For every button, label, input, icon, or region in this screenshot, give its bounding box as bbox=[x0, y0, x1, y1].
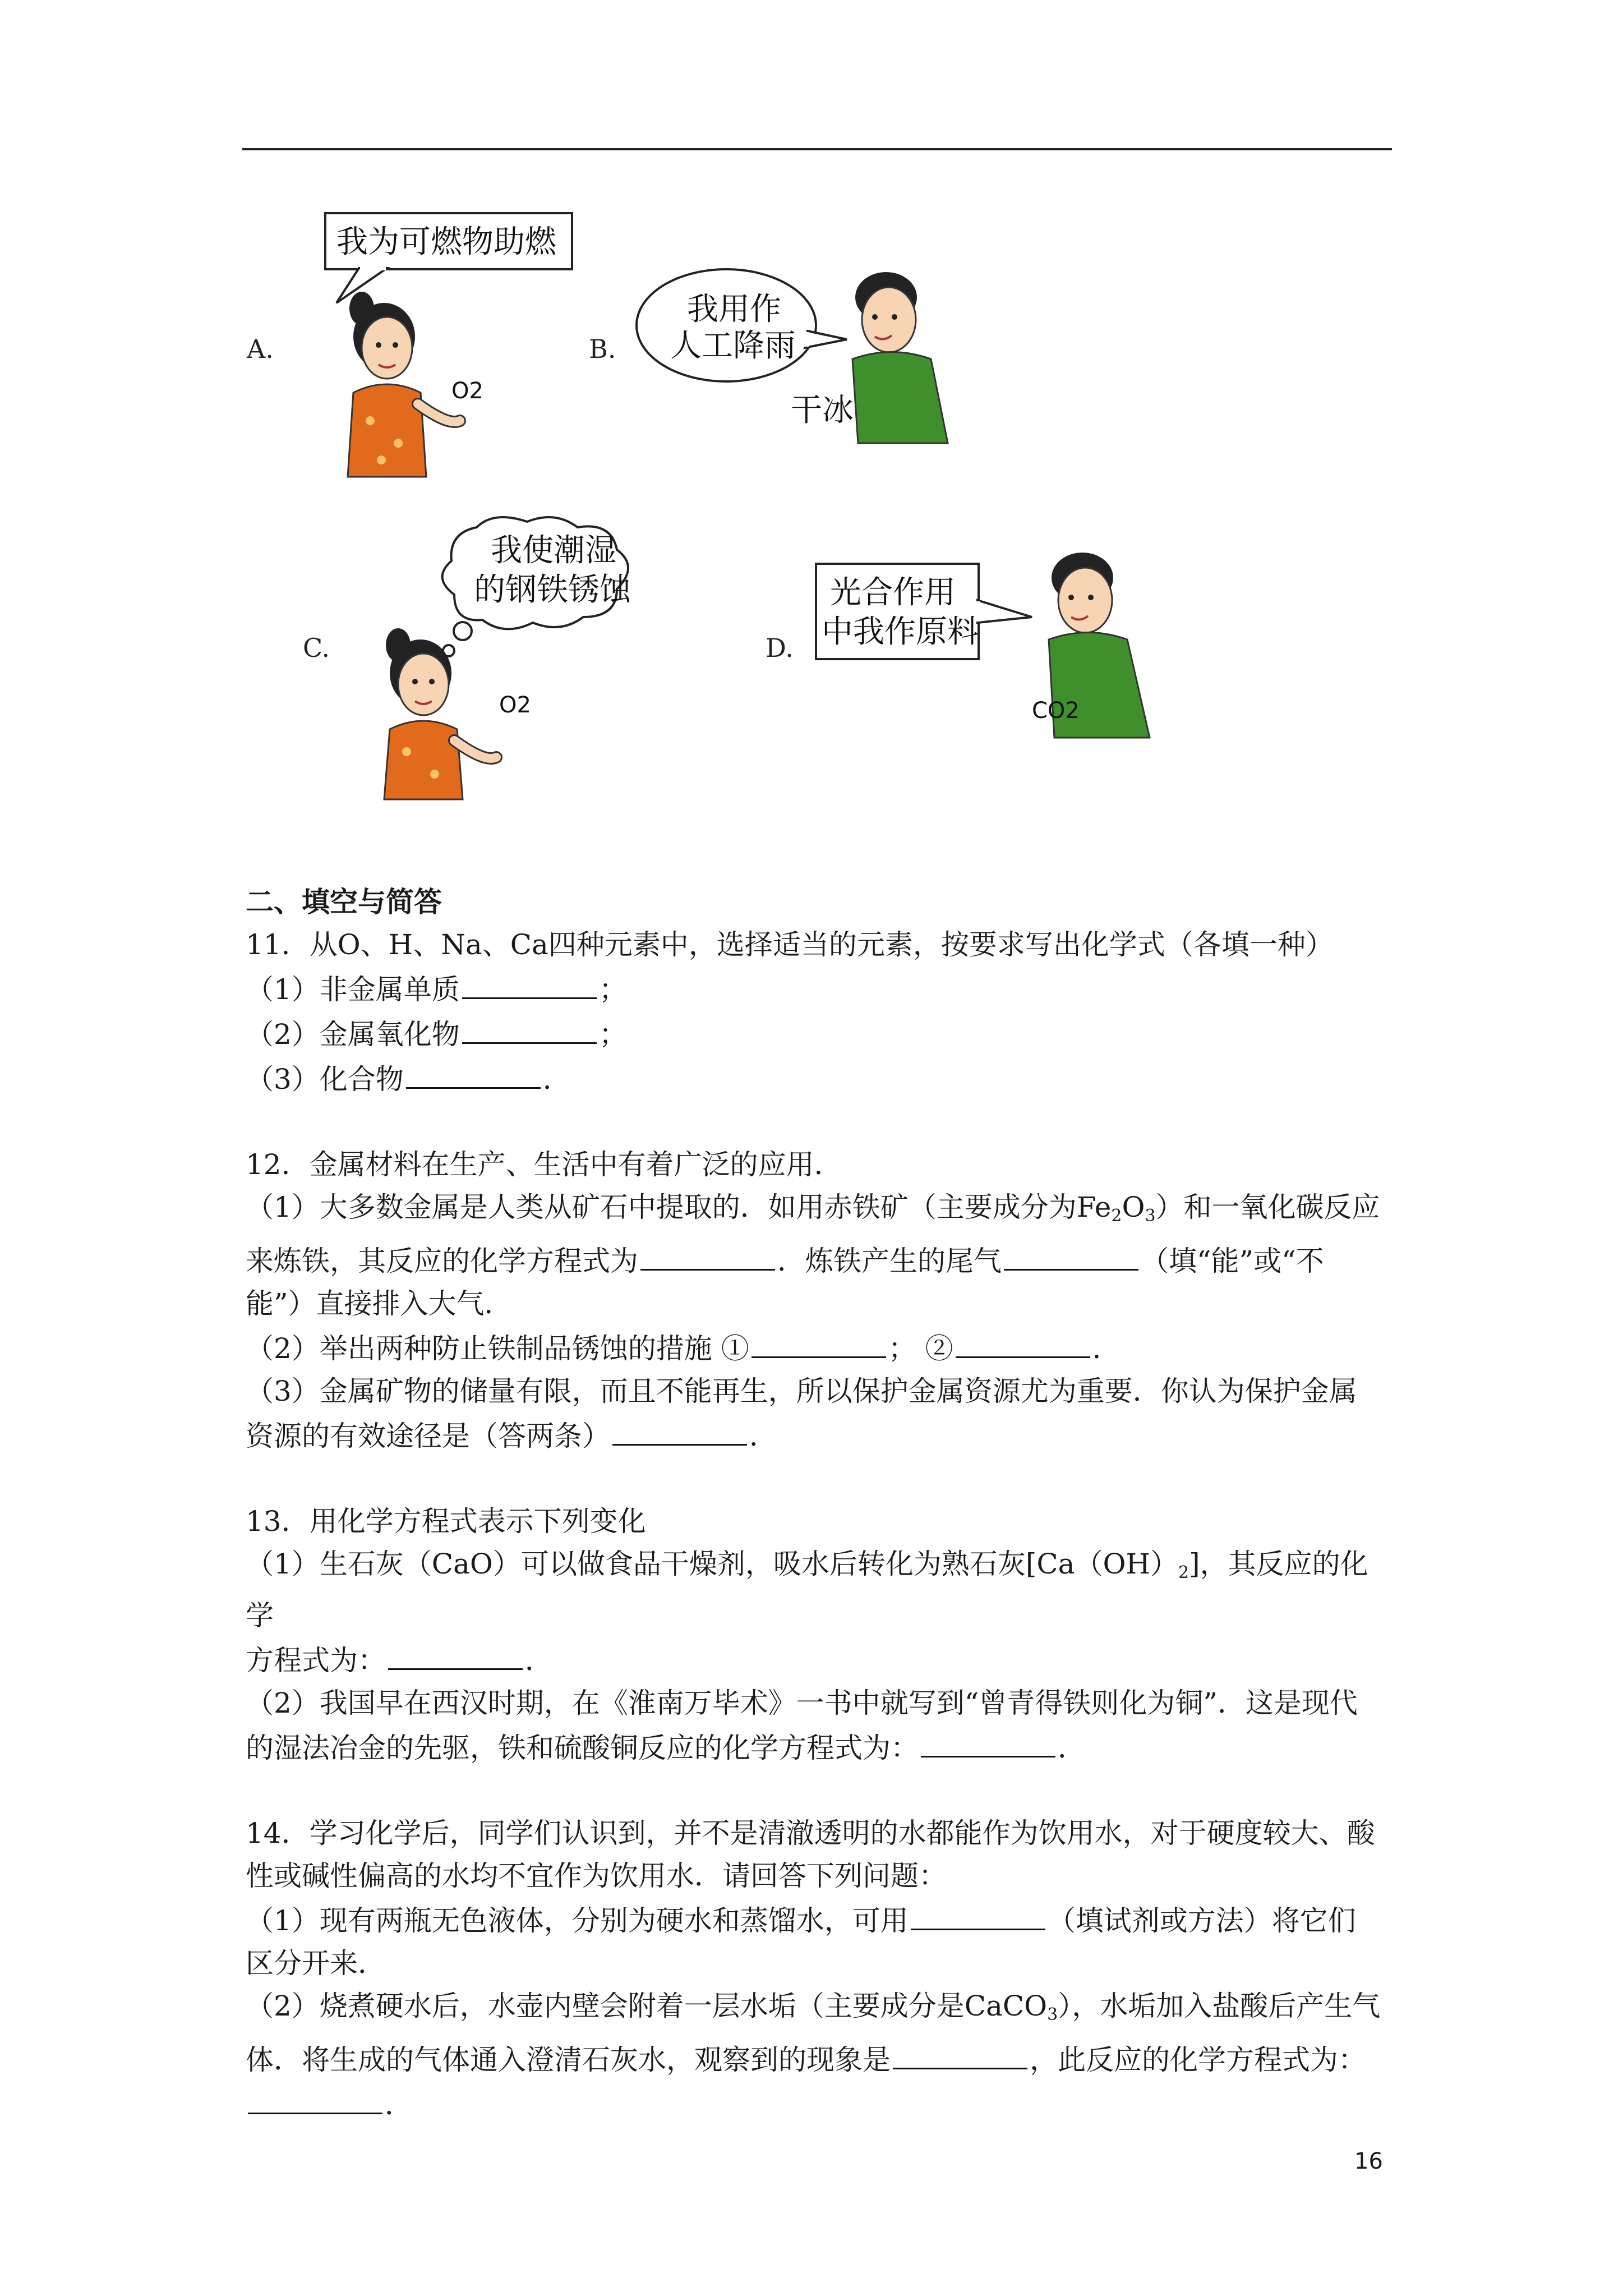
q11-blank-2[interactable] bbox=[462, 1011, 597, 1044]
q14-part2-line3: ． bbox=[246, 2081, 1395, 2126]
option-b-bubble-line2: 人工降雨 bbox=[670, 328, 796, 364]
q14-blank-equation[interactable] bbox=[248, 2081, 382, 2114]
q14-part1-line2: 区分开来． bbox=[246, 1947, 386, 1980]
q14-blank-phenomenon[interactable] bbox=[893, 2036, 1027, 2069]
q14-stem-line1: 14．学习化学后，同学们认识到，并不是清澈透明的水都能作为饮用水，对于硬度较大、酸 bbox=[246, 1817, 1375, 1849]
option-b-chem: 干冰 bbox=[791, 392, 854, 429]
question-13 bbox=[246, 1500, 1395, 1769]
option-c-figure bbox=[348, 510, 718, 802]
header-rule bbox=[242, 148, 1392, 150]
q12-blank-exhaust[interactable] bbox=[1004, 1237, 1138, 1271]
q11-item-3: （3）化合物 ． bbox=[246, 1056, 1395, 1101]
q13-part1-line2: 方程式为： ． bbox=[246, 1637, 1395, 1682]
option-d-figure bbox=[813, 555, 1183, 740]
q14-part2-line1: （2）烧煮硬水后，水壶内壁会附着一层水垢（主要成分是CaCO$_3$），水垢加入盐酸后产生气 bbox=[246, 1990, 1381, 2024]
option-d-chem: CO2 bbox=[1032, 698, 1080, 724]
q12-part1-line3: 能”）直接排入大气． bbox=[246, 1287, 513, 1320]
q13-part2-line1: （2）我国早在西汉时期，在《淮南万毕术》一书中就写到“曾青得铁则化为铜”．这是现代 bbox=[246, 1687, 1358, 1719]
q14-part1-line1: （1）现有两瓶无色液体，分别为硬水和蒸馏水，可用 （填试剂或方法）将它们 bbox=[246, 1897, 1395, 1942]
q12-blank-equation[interactable] bbox=[640, 1237, 775, 1271]
question-11 bbox=[246, 923, 1395, 1101]
q14-blank-method[interactable] bbox=[911, 1897, 1045, 1930]
q12-stem: 12．金属材料在生产、生活中有着广泛的应用． bbox=[246, 1148, 842, 1181]
q13-blank-1[interactable] bbox=[388, 1637, 523, 1670]
q13-stem: 13．用化学方程式表示下列变化 bbox=[246, 1505, 646, 1538]
girl-o2-rust-illustration bbox=[348, 510, 718, 802]
question-content bbox=[246, 881, 1395, 2126]
q11-blank-3[interactable] bbox=[406, 1056, 541, 1089]
q13-part2-line2: 的湿法冶金的先驱，铁和硫酸铜反应的化学方程式为： ． bbox=[246, 1724, 1395, 1769]
question-14 bbox=[246, 1812, 1395, 2126]
q13-part1-line1: （1）生石灰（CaO）可以做食品干燥剂，吸水后转化为熟石灰$[Ca(OH)_2]$，其反应的化学 bbox=[246, 1548, 1368, 1632]
option-d-bubble-line1: 光合作用 bbox=[830, 574, 956, 611]
q11-stem: 11．从O、H、Na、Ca四种元素中，选择适当的元素，按要求写出化学式（各填一种） bbox=[246, 928, 1334, 961]
q12-blank-measure-1[interactable] bbox=[751, 1325, 886, 1358]
option-c-bubble-line2: 的钢铁锈蚀 bbox=[474, 572, 631, 608]
option-d-bubble-line2: 中我作原料 bbox=[822, 614, 979, 650]
q12-part3-line1: （3）金属矿物的储量有限，而且不能再生，所以保护金属资源尤为重要．你认为保护金属 bbox=[246, 1375, 1357, 1407]
q11-item-1: （1）非金属单质 ； bbox=[246, 966, 1395, 1011]
section-title: 二、填空与简答 bbox=[246, 886, 442, 918]
q14-stem-line2: 性或碱性偏高的水均不宜作为饮用水．请回答下列问题： bbox=[246, 1860, 947, 1892]
q12-blank-measure-2[interactable] bbox=[956, 1325, 1090, 1358]
option-b-bubble-line1: 我用作 bbox=[687, 291, 781, 328]
option-d-label: D. bbox=[766, 633, 794, 663]
option-c-bubble-line1: 我使潮湿 bbox=[491, 532, 616, 569]
q12-part1-line2: 来炼铁，其反应的化学方程式为 ．炼铁产生的尾气 （填“能”或“不 bbox=[246, 1237, 1395, 1282]
q12-blank-protection[interactable] bbox=[612, 1412, 747, 1446]
option-b-figure bbox=[634, 264, 970, 449]
boy-dry-ice-illustration bbox=[634, 264, 970, 449]
q14-part2-line2: 体．将生成的气体通入澄清石灰水，观察到的现象是 ，此反应的化学方程式为： bbox=[246, 2036, 1395, 2081]
girl-o2-combustion-illustration bbox=[314, 208, 606, 488]
page-number: 16 bbox=[1354, 2148, 1383, 2174]
boy-co2-photosynthesis-illustration bbox=[813, 555, 1183, 740]
option-a-label: A. bbox=[247, 334, 274, 364]
option-a-figure bbox=[314, 208, 606, 488]
option-c-chem: O2 bbox=[499, 692, 531, 718]
option-c-label: C. bbox=[303, 633, 330, 663]
option-b-label: B. bbox=[589, 334, 616, 364]
question-12 bbox=[246, 1143, 1395, 1457]
q12-part3-line2: 资源的有效途径是（答两条） ． bbox=[246, 1412, 1395, 1457]
q11-item-2: （2）金属氧化物 ； bbox=[246, 1011, 1395, 1056]
option-a-bubble-text: 我为可燃物助燃 bbox=[336, 224, 556, 260]
q12-part2: （2）举出两种防止铁制品锈蚀的措施 ① ； ② ． bbox=[246, 1325, 1395, 1370]
q12-part1-line1: （1）大多数金属是人类从矿石中提取的．如用赤铁矿（主要成分为$Fe_2O_3$）和一氧化碳反应 bbox=[246, 1191, 1380, 1226]
q13-blank-2[interactable] bbox=[921, 1724, 1055, 1757]
q11-blank-1[interactable] bbox=[462, 966, 597, 999]
option-a-chem: O2 bbox=[451, 378, 483, 404]
